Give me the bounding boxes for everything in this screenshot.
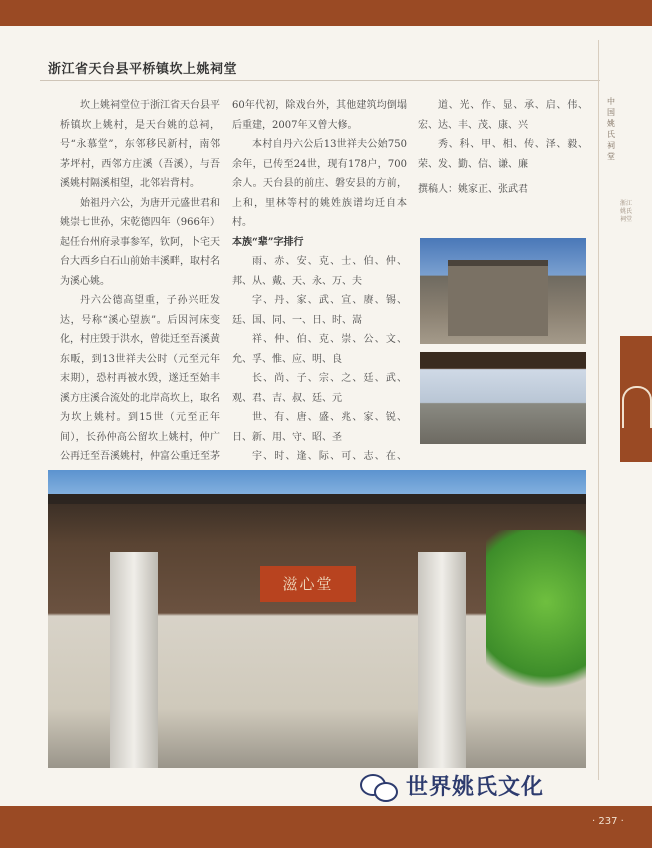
village-house-photo bbox=[420, 238, 586, 344]
contributor-credit: 撰稿人：姚家正、张武君 bbox=[418, 184, 528, 195]
paragraph: 60年代初，除戏台外，其他建筑均倒塌后重建，2007年又曾大修。 bbox=[232, 100, 407, 131]
roof-tiles bbox=[48, 494, 586, 504]
top-band bbox=[0, 0, 652, 26]
text-column-3 bbox=[418, 96, 588, 200]
title-divider bbox=[40, 80, 600, 81]
sidebar-vertical-title: 中国姚氏祠堂 bbox=[607, 97, 615, 161]
paragraph: 本村自丹六公后13世祥夫公始750余年，已传至24世，现有178户，700余人。天台县的前庄、磐安县的方前，上和，里林等村的姚姓族谱均迁自本村。 bbox=[232, 139, 407, 228]
generation-line: 字、丹、家、武、宣、赓、锡、廷、国、同、一、日、时、嵩 bbox=[232, 295, 407, 326]
tree-foliage bbox=[486, 530, 586, 710]
watermark bbox=[360, 770, 544, 801]
generation-line: 宇、时、逢、际、可、志、在、 bbox=[252, 451, 407, 462]
generation-line: 雨、赤、安、克、士、伯、仲、邦、从、戴、天、永、万、夫 bbox=[232, 256, 407, 287]
eave bbox=[420, 352, 586, 368]
bottom-band bbox=[0, 806, 652, 848]
section-tab bbox=[620, 336, 652, 462]
subheading: 本族“辈”字排行 bbox=[232, 236, 304, 248]
generation-line: 祥、仲、伯、克、崇、公、文、允、孚、惟、应、明、良 bbox=[232, 334, 407, 365]
text-column-2 bbox=[232, 96, 407, 486]
paragraph: 始祖丹六公，为唐开元盛世君和姚崇七世孙，宋乾德四年（966年）起任台州府录事参军，钦阿，卜宅天台大西乡白石山前始丰溪畔，取村名为溪心姚。 bbox=[60, 197, 220, 287]
sidebar-divider bbox=[598, 40, 599, 780]
page-number: · 237 · bbox=[592, 816, 624, 827]
generation-line: 长、尚、子、宗、之、廷、武、观、君、吉、叔、廷、元 bbox=[232, 373, 407, 404]
wechat-icon bbox=[360, 772, 400, 800]
generation-line: 道、光、作、显、承、启、伟、宏、达、丰、茂、康、兴 bbox=[418, 100, 588, 131]
paragraph: 丹六公德高望重，子孙兴旺发达，号称“溪心望族”。后因河床变化，村庄毁于洪水，曾徙迁至吾溪黄东畈，到13世祥夫公时（元至元年末期），恐村再被水毁，遂迁至始丰溪方庄溪合流处的北岸高坎上，取名为坎上姚村。到15世（元至正年间），长孙仲高公留坎上姚村，仲广公再迁至吾溪姚村，仲富公重迁至茅 bbox=[60, 295, 220, 462]
sidebar-vertical-subtitle: 浙江姚氏祠堂 bbox=[620, 200, 633, 223]
generation-line: 世、有、唐、盛、兆、家、锐、日、新、用、守、昭、圣 bbox=[232, 412, 407, 443]
ancestral-hall-photo bbox=[48, 470, 586, 768]
paragraph: 坎上姚祠堂位于浙江省天台县平桥镇坎上姚村，是天台姚的总祠，号“永慕堂”，东邻移民新村，南邻茅坪村，西邻方庄溪（吾溪），与吾溪姚村隔溪相望，北邻岩背村。 bbox=[60, 100, 220, 189]
courtyard-stage-photo bbox=[420, 352, 586, 444]
generation-line: 秀、科、甲、相、传、泽、毅、荣、发、勤、信、谦、廉 bbox=[418, 139, 588, 170]
article-title: 浙江省天台县平桥镇坎上姚祠堂 bbox=[48, 62, 238, 77]
hall-plaque: 滋心堂 bbox=[260, 566, 356, 602]
stone-house bbox=[448, 260, 548, 336]
wechat-bubble-small bbox=[374, 782, 398, 802]
stone-pillar bbox=[418, 552, 466, 768]
stone-pillar bbox=[110, 552, 158, 768]
watermark-text: 世界姚氏文化 bbox=[406, 775, 545, 800]
decorative-motif-icon bbox=[622, 386, 652, 428]
